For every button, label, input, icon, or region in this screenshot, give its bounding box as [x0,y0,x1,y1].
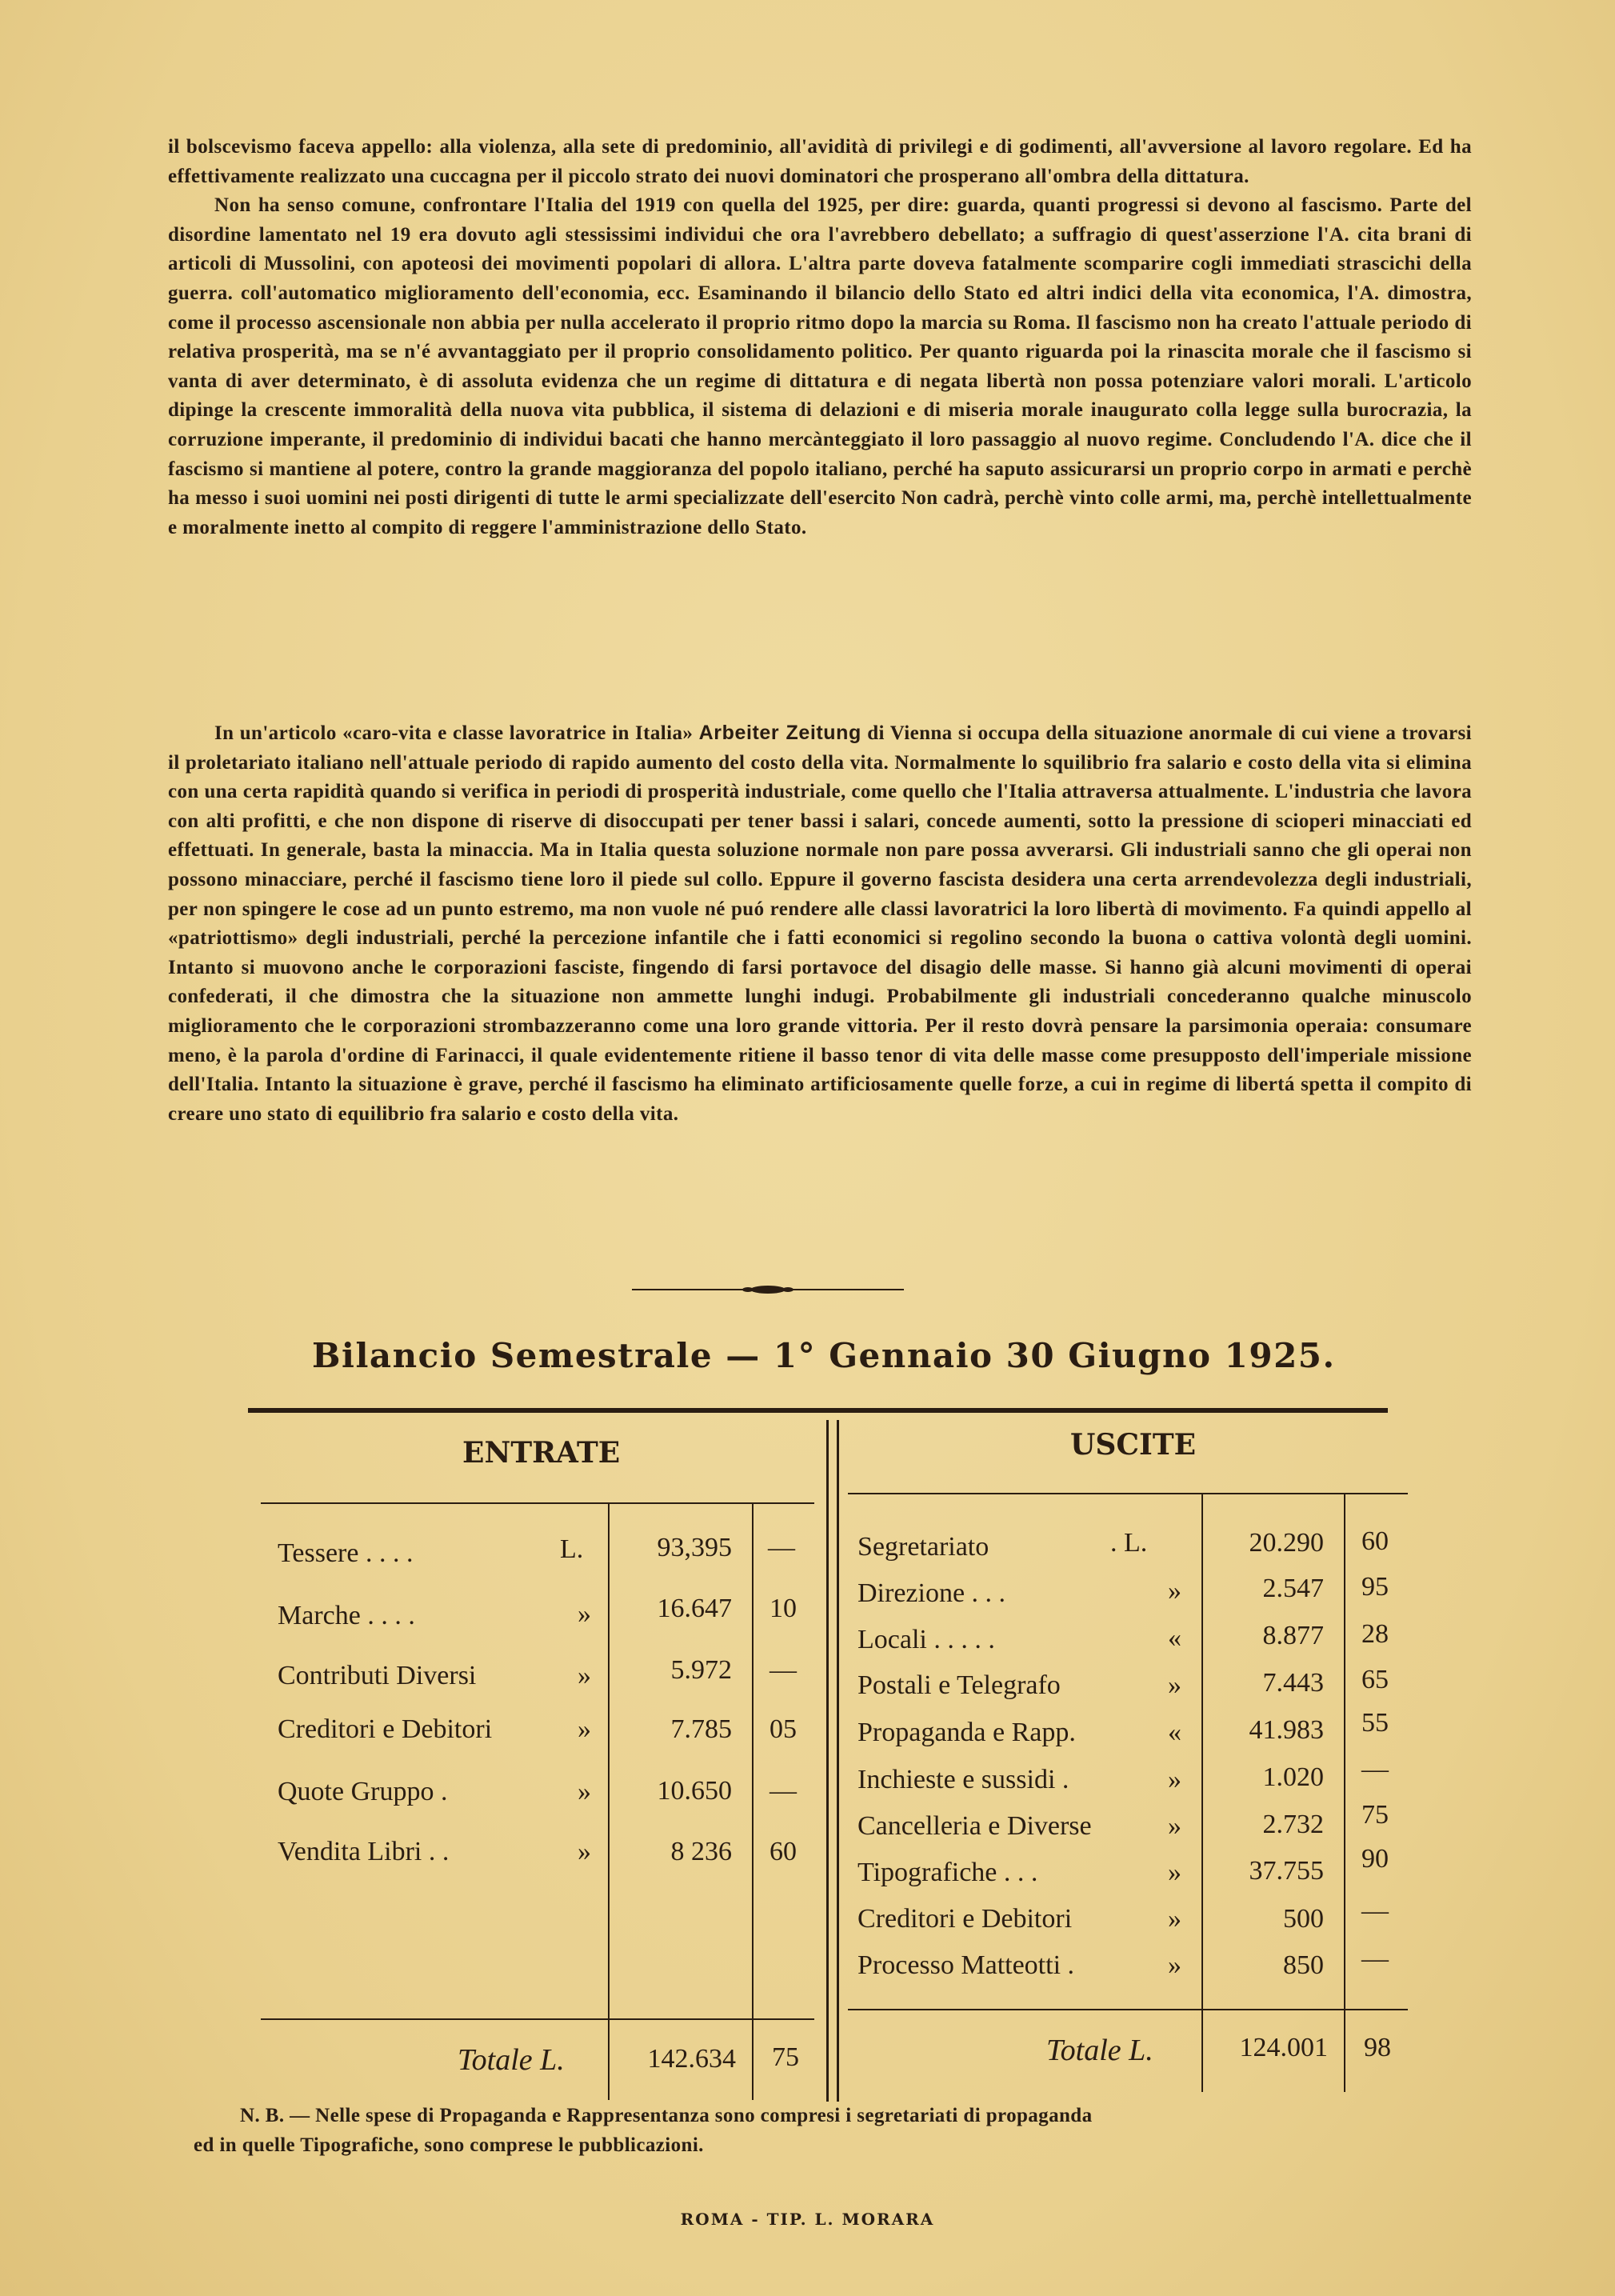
paragraph-2: Non ha senso comune, confrontare l'Italia del 1919 con quella del 1925, per dire: guarda, quanti progressi si devono al fascismo. Parte del disordine lamentato nel 19 era dovuto agli stessissimi individui che ora l'avrebbero debellato; a suffragio di quest'asserzione l'A. cita brani di articoli di Mussolini, con apoteosi dei movimenti popolari di allora. L'altra parte doveva fatalmente scomparire cogli immediati strascichi della guerra. coll'automatico miglioramento dell'economia, ecc. Esaminando il bilancio dello Stato ed altri indici della vita economica, l'A. dimostra, come il processo ascensionale non abbia per nulla accelerato il proprio ritmo dopo la marcia su Roma. Il fascismo non ha creato l'attuale periodo di relativa prosperità, ma se n'é avvantaggiato per il proprio consolidamento politico. Per quanto riguarda poi la rinascita morale che il fascismo si vanta di aver determinato, è di assoluta evidenza che un regime di dittatura e di negata libertà non possa potenziare valori morali. L'articolo dipinge la crescente immoralità della nuova vita pubblica, il sistema di delazioni e di miseria morale inaugurato colla legge sulla burocrazia, la corruzione imperante, il predominio di individui bacati che hanno mercànteggiato il loro passaggio al nuovo regime. Concludendo l'A. dice che il fascismo si mantiene al potere, contro la grande maggioranza del popolo italiano, perché ha saputo assicurarsi un proprio corpo in armati e perchè ha messo i suoi uomini nei posti dirigenti di tutte le armi specializzate dell'esercito Non cadrà, perchè vinto colle armi, ma, perchè intellettualmente e moralmente inetto al compito di reggere l'amministrazione dello Stato. [168,194,1472,538]
uscite-row-unit: » [1168,1904,1181,1934]
uscite-row-amount: 41.983 [1249,1715,1324,1745]
footnote [194,2101,1424,2160]
uscite-total-amount: 124.001 [1239,2033,1328,2062]
uscite-row-label: Direzione . . . [857,1578,1006,1608]
uscite-row-unit: » [1168,1811,1181,1841]
entrate-row-cents: 05 [770,1714,797,1744]
entrate-row-label: Vendita Libri . . [278,1837,450,1866]
entrate-row-amount: 93,395 [657,1533,732,1562]
article-section-2 [168,718,1472,1129]
entrate-total-cents: 75 [772,2042,799,2072]
entrate-total-amount: 142.634 [647,2044,736,2074]
uscite-row-cents: 28 [1361,1619,1389,1649]
entrate-row-label: Quote Gruppo . [278,1777,448,1806]
entrate-total-rule [261,2018,814,2020]
uscite-row-unit: « [1168,1718,1181,1747]
uscite-total-label: Totale L. [1046,2034,1153,2067]
entrate-total-label: Totale L. [458,2043,565,2077]
uscite-row-amount: 2.732 [1262,1810,1324,1839]
entrate-col-rule-1 [608,1504,610,2100]
uscite-row-label: Creditori e Debitori [857,1904,1073,1934]
ledger-center-rule-left [826,1420,829,2102]
entrate-row-label: Marche . . . . [278,1601,415,1630]
entrate-header-rule [261,1502,814,1504]
uscite-row-label: Processo Matteotti . [857,1950,1075,1980]
entrate-row-amount: 10.650 [657,1776,732,1806]
entrate-row-amount: 7.785 [670,1714,732,1744]
uscite-row-cents: — [1361,1754,1389,1784]
uscite-row-cents: — [1361,1896,1389,1926]
entrate-row-cents: — [768,1533,795,1562]
uscite-col-rule-2 [1344,1494,1345,2092]
uscite-row-label: Locali . . . . . [857,1625,995,1654]
uscite-header: USCITE [1070,1428,1197,1462]
uscite-row-cents: 60 [1361,1526,1389,1556]
uscite-row-cents: — [1361,1944,1389,1974]
uscite-row-label: Inchieste e sussidi . [857,1765,1069,1794]
uscite-row-label: Postali e Telegrafo [857,1670,1061,1700]
entrate-row-unit: » [578,1599,591,1629]
newspaper-name: Arbeiter Zeitung [698,722,861,744]
entrate-row-label: Tessere . . . . [278,1538,414,1568]
entrate-row-unit: » [578,1661,591,1690]
ledger-title: Bilancio Semestrale — 1° Gennaio 30 Giugno 1925. [312,1336,1336,1375]
entrate-row-amount: 16.647 [657,1594,732,1623]
ornament-divider [632,1283,904,1296]
uscite-row-unit: « [1168,1623,1181,1653]
uscite-row-unit: . L. [1110,1528,1148,1558]
uscite-row-unit: » [1168,1950,1181,1980]
uscite-row-cents: 65 [1361,1665,1389,1694]
uscite-row-cents: 75 [1361,1800,1389,1830]
uscite-row-label: Tipografiche . . . [857,1858,1038,1887]
uscite-row-amount: 2.547 [1262,1574,1324,1603]
uscite-col-rule-1 [1201,1494,1203,2092]
entrate-row-cents: — [770,1655,797,1685]
uscite-row-cents: 90 [1361,1844,1389,1874]
uscite-row-unit: » [1168,1765,1181,1794]
uscite-row-unit: » [1168,1670,1181,1700]
article-section-1 [168,133,1472,542]
uscite-header-rule [848,1493,1408,1494]
entrate-row-unit: » [578,1714,591,1744]
uscite-row-amount: 500 [1283,1904,1324,1934]
uscite-row-label: Segretariato [857,1532,989,1562]
uscite-row-amount: 7.443 [1262,1668,1324,1698]
uscite-row-cents: 55 [1361,1708,1389,1738]
entrate-row-amount: 5.972 [670,1655,732,1685]
entrate-row-label: Contributi Diversi [278,1661,477,1690]
entrate-row-amount: 8 236 [670,1837,732,1866]
paragraph-3-intro: In un'articolo «caro-vita e classe lavoratrice in Italia» [214,722,694,744]
footnote-line-2: ed in quelle Tipografiche, sono comprese le pubblicazioni. [194,2134,704,2156]
uscite-row-label: Propaganda e Rapp. [857,1718,1076,1747]
uscite-total-rule [848,2009,1408,2010]
uscite-row-amount: 1.020 [1262,1762,1324,1792]
uscite-row-cents: 95 [1361,1572,1389,1602]
entrate-row-cents: 60 [770,1837,797,1866]
entrate-row-unit: L. [560,1534,584,1564]
uscite-row-unit: » [1168,1576,1181,1606]
footnote-line-1: N. B. — Nelle spese di Propaganda e Rappresentanza sono compresi i segretariati di propaganda [240,2105,1093,2126]
paragraph-1: il bolscevismo faceva appello: alla violenza, alla sete di predominio, all'avidità di privilegi e di godimenti, all'avversione al lavoro regolare. Ed ha effettivamente realizzato una cuccagna per il piccolo strato dei nuovi dominatori che prosperano all'ombra della dittatura. [168,136,1472,187]
uscite-row-amount: 850 [1283,1950,1324,1980]
paragraph-3 [168,718,1472,1129]
entrate-row-unit: » [578,1837,591,1866]
entrate-row-cents: — [770,1776,797,1806]
uscite-row-label: Cancelleria e Diverse [857,1811,1092,1841]
uscite-row-amount: 37.755 [1249,1856,1324,1886]
entrate-row-cents: 10 [770,1594,797,1623]
ledger-top-rule [248,1408,1388,1413]
printer-imprint: ROMA - TIP. L. MORARA [680,2210,935,2229]
entrate-row-label: Creditori e Debitori [278,1714,493,1744]
uscite-row-unit: » [1168,1858,1181,1887]
entrate-col-rule-2 [752,1504,754,2100]
entrate-row-unit: » [578,1777,591,1806]
paragraph-3-body: di Vienna si occupa della situazione anormale di cui viene a trovarsi il proletariato italiano nell'attuale periodo di rapido aumento del costo della vita. Normalmente lo squilibrio fra salario e costo della vita si elimina con una certa rapidità quando si verifica in periodi di prosperità industriale, come quello che l'Italia attraversa attualmente. L'industria che lavora con alti profitti, e che non dispone di riserve di disoccupati per tener bassi i salari, concede aumenti, sotto la pressione di scioperi minacciati ed effettuati. In generale, basta la minaccia. Ma in Italia questa soluzione normale non pare possa avverarsi. Gli industriali sanno che gli operai non possono minacciare, perché il fascismo tiene loro il piede sul collo. Eppure il governo fascista desidera una certa arrendevolezza degli industriali, per non spingere le cose ad un punto estremo, ma non vuole né puó rendere alle classi lavoratrici la loro libertà di movimento. Fa quindi appello al «patriottismo» degli industriali, perché la percezione infantile che i fatti economici si regolino secondo la buona o cattiva volontà degli uomini. Intanto si muovono anche le corporazioni fasciste, fingendo di farsi portavoce del disagio delle masse. Si hanno già alcuni movimenti di operai confederati, il che dimostra che la situazione non ammette lunghi indugi. Probabilmente gli industriali concederanno qualche minuscolo miglioramento che le corporazioni strombazzeranno come una loro grande vittoria. Per il resto dovrà pensare la parsimonia operaia: consumare meno, è la parola d'ordine di Farinacci, il quale evidentemente ritiene il basso tenor di vita delle masse come presupposto dell'imperiale missione dell'Italia. Intanto la situazione è grave, perché il fascismo ha eliminato artificiosamente quelle forze, a cui in regime di libertá spetta il compito di creare uno stato di equilibrio fra salario e costo della vita. [168,722,1472,1125]
uscite-total-cents: 98 [1364,2033,1391,2062]
ledger-center-rule-right [837,1420,839,2102]
uscite-row-amount: 8.877 [1262,1621,1324,1650]
uscite-row-amount: 20.290 [1249,1528,1324,1558]
entrate-header: ENTRATE [462,1436,621,1470]
